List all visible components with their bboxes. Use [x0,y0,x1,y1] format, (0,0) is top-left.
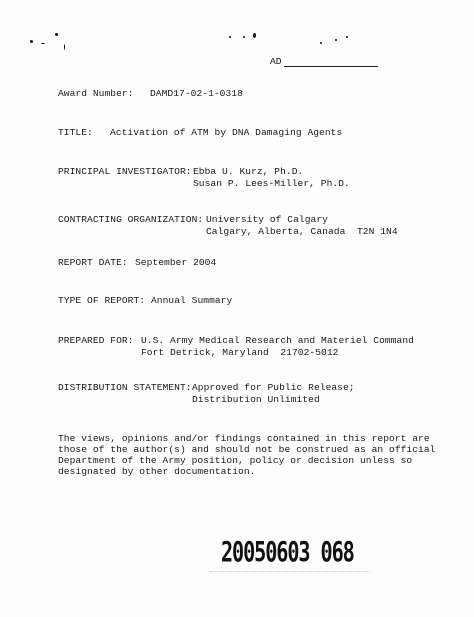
scan-speck [229,36,231,38]
scan-speck [55,33,58,36]
disclaimer-line: The views, opinions and/or findings contained in this report are [58,433,430,444]
scan-speck [346,36,348,38]
scan-speck [41,43,45,44]
distribution-label: DISTRIBUTION STATEMENT: [58,382,192,393]
report-type-label: TYPE OF REPORT: [58,295,146,306]
prepared-for-line: Fort Detrick, Maryland 21702-5012 [141,347,339,358]
award-number-value: DAMD17-02-1-0318 [150,88,243,99]
prepared-for-label: PREPARED FOR: [58,335,134,346]
title-value: Activation of ATM by DNA Damaging Agents [110,127,343,138]
disclaimer-line: Department of the Army position, policy or decision unless so [58,455,413,466]
investigator-name: Susan P. Lees-Miller, Ph.D. [193,178,350,189]
scan-speck [64,44,65,50]
report-type-value: Annual Summary [151,295,233,306]
scan-speck [243,36,245,38]
ad-blank-line [284,66,378,67]
distribution-line: Approved for Public Release; [192,382,355,393]
report-date-value: September 2004 [135,257,217,268]
report-date-label: REPORT DATE: [58,257,128,268]
organization-line: Calgary, Alberta, Canada T2N 1N4 [206,226,398,237]
disclaimer-line: designated by other documentation. [58,466,256,477]
scan-speck [30,40,33,43]
accession-stamp-number: 20050603 068 [221,535,354,568]
scan-noise-line [210,571,370,572]
title-label: TITLE: [58,127,93,138]
investigator-name: Ebba U. Kurz, Ph.D. [193,166,304,177]
scan-speck [253,33,256,38]
prepared-for-line: U.S. Army Medical Research and Materiel Command [141,335,414,346]
scan-speck [335,39,337,41]
investigator-label: PRINCIPAL INVESTIGATOR: [58,166,192,177]
organization-label: CONTRACTING ORGANIZATION: [58,214,204,225]
ad-label: AD [270,56,282,67]
distribution-line: Distribution Unlimited [192,394,320,405]
award-number-label: Award Number: [58,88,134,99]
organization-line: University of Calgary [206,214,328,225]
disclaimer-line: those of the author(s) and should not be construed as an official [58,444,436,455]
scan-speck [320,42,322,44]
